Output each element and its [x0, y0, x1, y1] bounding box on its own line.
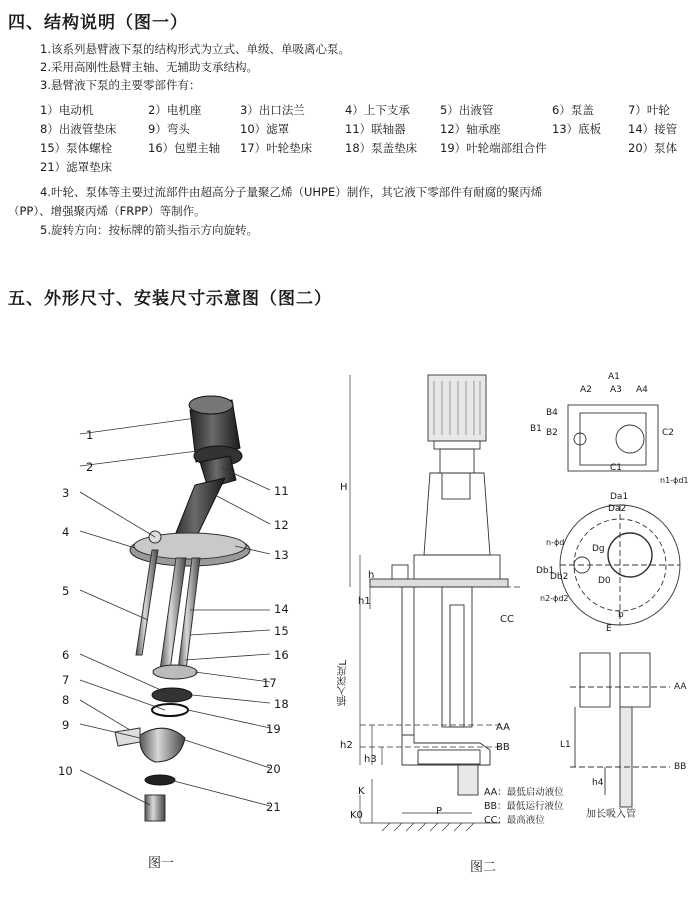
figure2-caption: 图二 — [470, 860, 497, 875]
legend-BB: BB：最低运行液位 — [484, 801, 564, 812]
dim-B1: B1 — [530, 424, 542, 434]
dim-Da1: Da1 — [610, 492, 629, 502]
callout-1: 1 — [86, 428, 94, 442]
dim-A4: A4 — [636, 385, 648, 395]
part-label: 16）包塑主轴 — [148, 141, 221, 155]
dim-P: P — [436, 806, 443, 817]
item-3: 3.悬臂液下泵的主要零部件有： — [40, 78, 201, 92]
item-1: 1.该系列悬臂液下泵的结构形式为立式、单级、单吸离心泵。 — [40, 42, 350, 56]
dim-Db2: Db2 — [550, 572, 569, 582]
part-label: 14）接管 — [628, 122, 678, 136]
callout-15: 15 — [274, 624, 289, 638]
callout-9: 9 — [62, 718, 70, 732]
dim-Da2: Da2 — [608, 504, 627, 514]
legend-CC: CC：最高液位 — [484, 815, 545, 826]
level-BB: BB — [496, 742, 510, 753]
part-label: 11）联轴器 — [345, 122, 406, 136]
figure1-caption: 图一 — [148, 856, 175, 871]
part-label: 9）弯头 — [148, 122, 190, 136]
dim-H: H — [340, 482, 348, 493]
part-label: 10）滤罩 — [240, 122, 290, 136]
dim-A3: A3 — [610, 385, 622, 395]
dim-Db1: Db1 — [536, 566, 555, 576]
dim-C1: C1 — [610, 463, 623, 473]
part-label: 15）泵体螺栓 — [40, 141, 113, 155]
callout-11: 11 — [274, 484, 289, 498]
legend-AA: AA：最低启动液位 — [484, 787, 564, 798]
item-4-line1: 4.叶轮、泵体等主要过流部件由超高分子量聚乙烯（UHPE）制作，其它液下零部件有耐腐的聚丙烯 — [40, 185, 543, 199]
part-label: 5）出液管 — [440, 103, 494, 117]
level-CC: CC — [500, 614, 514, 625]
callout-17: 17 — [262, 676, 277, 690]
dim-b: b — [618, 610, 624, 620]
item-2: 2.采用高刚性悬臂主轴、无辅助支承结构。 — [40, 60, 258, 74]
part-label: 4）上下支承 — [345, 103, 410, 117]
callout-6: 6 — [62, 648, 70, 662]
parts-list — [40, 102, 690, 178]
dim-h4: h4 — [592, 778, 604, 788]
part-label: 1）电动机 — [40, 103, 94, 117]
dim-A2: A2 — [580, 385, 592, 395]
callout-19: 19 — [266, 722, 281, 736]
figure2-dimension-drawing — [330, 355, 700, 835]
section4-title: 四、结构说明（图一） — [8, 13, 188, 33]
dim-B2: B2 — [546, 428, 558, 438]
part-label: 20）泵体 — [628, 141, 678, 155]
callout-13: 13 — [274, 548, 289, 562]
dim-A1: A1 — [608, 372, 620, 382]
dim-nd: n-ϕd — [546, 538, 565, 547]
dim-K: K — [358, 786, 365, 797]
parts-row — [40, 159, 690, 178]
callout-2: 2 — [86, 460, 94, 474]
callout-21: 21 — [266, 800, 281, 814]
part-label: 19）叶轮端部组合件 — [440, 141, 547, 155]
dim-h: h — [368, 570, 375, 581]
parts-row — [40, 121, 690, 140]
dim-h1: h1 — [358, 596, 371, 607]
item-5: 5.旋转方向：按标牌的箭头指示方向旋转。 — [40, 223, 258, 237]
dim-C2: C2 — [662, 428, 675, 438]
dim-B4: B4 — [546, 408, 558, 418]
callout-5: 5 — [62, 584, 70, 598]
dim-L: 插入深度L — [338, 660, 349, 706]
callout-16: 16 — [274, 648, 289, 662]
dim-L1: L1 — [560, 740, 571, 750]
dim-D0: D0 — [598, 576, 611, 586]
section5-title: 五、外形尺寸、安装尺寸示意图（图二） — [8, 289, 332, 309]
part-label: 12）轴承座 — [440, 122, 501, 136]
dim-E: E — [606, 624, 612, 634]
part-label: 8）出液管垫床 — [40, 122, 117, 136]
dim-n2: n2-ϕd2 — [540, 594, 569, 603]
part-label: 6）泵盖 — [552, 103, 594, 117]
parts-row — [40, 102, 690, 121]
dim-n1: n1-ϕd1 — [660, 476, 689, 485]
level-AA: AA — [496, 722, 510, 733]
dim-K0: K0 — [350, 810, 363, 821]
figure1-exploded-view — [0, 370, 330, 840]
part-label: 21）滤罩垫床 — [40, 160, 113, 174]
dim-h3: h3 — [364, 754, 377, 765]
extension-note: 加长吸入管 — [586, 809, 636, 820]
callout-3: 3 — [62, 486, 70, 500]
item-4-line2: （PP）、增强聚丙烯（FRPP）等制作。 — [8, 204, 206, 218]
parts-row — [40, 140, 690, 159]
callout-18: 18 — [274, 697, 289, 711]
part-label: 13）底板 — [552, 122, 602, 136]
callout-7: 7 — [62, 673, 70, 687]
motor-illustration — [189, 396, 242, 466]
part-label: 3）出口法兰 — [240, 103, 305, 117]
part-label: 18）泵盖垫床 — [345, 141, 418, 155]
callout-12: 12 — [274, 518, 289, 532]
ext-BB: BB — [674, 762, 687, 772]
dim-h2: h2 — [340, 740, 353, 751]
callout-20: 20 — [266, 762, 281, 776]
part-label: 2）电机座 — [148, 103, 202, 117]
callout-10: 10 — [58, 764, 73, 778]
callout-4: 4 — [62, 525, 70, 539]
ext-AA: AA — [674, 682, 687, 692]
callout-8: 8 — [62, 693, 70, 707]
dim-Dg: Dg — [592, 544, 605, 554]
part-label: 7）叶轮 — [628, 103, 670, 117]
part-label: 17）叶轮垫床 — [240, 141, 313, 155]
callout-14: 14 — [274, 602, 289, 616]
